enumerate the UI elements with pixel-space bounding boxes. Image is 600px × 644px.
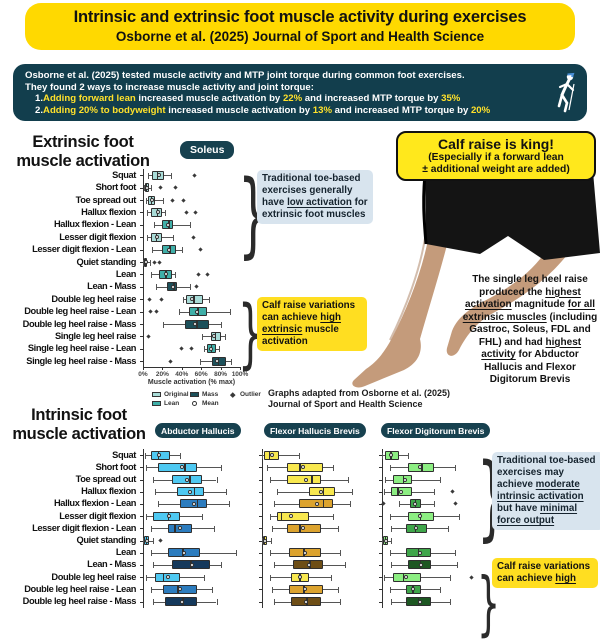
category-label: Double leg heel raise - Mass bbox=[22, 318, 136, 329]
whisker-cap bbox=[179, 309, 180, 315]
info-line bbox=[25, 105, 547, 117]
axis-tick bbox=[140, 225, 143, 226]
mean-marker bbox=[155, 235, 159, 239]
legend-label: Original bbox=[164, 391, 189, 398]
text-segment: highest activation bbox=[464, 286, 581, 310]
single-leg-heel-raise-note bbox=[462, 274, 598, 387]
axis-tick bbox=[379, 602, 382, 603]
outlier-marker bbox=[157, 260, 161, 264]
text-segment: magnitude bbox=[511, 299, 568, 310]
whisker-cap bbox=[204, 346, 205, 352]
axis-tick bbox=[140, 274, 143, 275]
heading-line: Extrinsic foot bbox=[32, 133, 134, 151]
intrinsic-calf-raise-callout bbox=[492, 558, 598, 588]
soleus-badge: Soleus bbox=[180, 141, 234, 159]
category-label: Hallux flexion - Lean bbox=[53, 498, 136, 509]
whisker-cap bbox=[440, 477, 441, 483]
axis-title: Muscle activation (% max) bbox=[147, 379, 236, 387]
outlier-marker bbox=[149, 309, 153, 313]
text-segment: 13% bbox=[312, 104, 332, 116]
whisker-cap bbox=[152, 247, 153, 253]
legend-swatch bbox=[190, 392, 199, 397]
outlier-marker bbox=[453, 502, 457, 506]
outlier-marker bbox=[193, 210, 197, 214]
text-segment: Osborne et al. (2025) tested muscle activity and MTP joint torque during common foot exercises. bbox=[25, 70, 465, 81]
whisker-cap bbox=[390, 514, 391, 520]
outlier-marker bbox=[469, 575, 473, 579]
text-segment: Traditional toe-based exercises generally have bbox=[262, 173, 361, 208]
legend-label: Mean bbox=[202, 400, 219, 407]
axis-tick-label: 100% bbox=[231, 371, 249, 379]
whisker-cap bbox=[455, 465, 456, 471]
category-label: Hallux flexion bbox=[81, 486, 136, 497]
text-segment: increased muscle activation by bbox=[165, 104, 313, 116]
axis-tick-label: 80% bbox=[214, 371, 228, 379]
category-label: Toe spread out bbox=[75, 474, 136, 484]
page-title: Intrinsic and extrinsic foot muscle activity during exercises bbox=[73, 8, 527, 26]
outlier-marker bbox=[450, 490, 454, 494]
whisker-cap bbox=[147, 210, 148, 216]
outlier-marker bbox=[170, 198, 174, 202]
whisker-cap bbox=[163, 322, 164, 328]
mean-marker bbox=[418, 465, 422, 469]
axis-tick bbox=[162, 367, 163, 370]
axis-tick bbox=[201, 367, 202, 370]
whisker-cap bbox=[209, 297, 210, 303]
axis-tick bbox=[140, 336, 143, 337]
outlier-marker bbox=[159, 297, 163, 301]
axis-line bbox=[143, 367, 240, 368]
outlier-marker bbox=[191, 235, 195, 239]
whisker-cap bbox=[390, 587, 391, 593]
text-segment: 20% bbox=[470, 104, 491, 116]
category-label: Toe spread out bbox=[75, 194, 136, 205]
legend-label: Mass bbox=[202, 391, 219, 398]
heading-line: muscle activation bbox=[12, 424, 146, 443]
category-label: Quiet standing bbox=[76, 256, 136, 267]
flexor-hallucis-brevis-badge: Flexor Hallucis Brevis bbox=[264, 423, 366, 438]
mean-marker bbox=[399, 490, 403, 494]
axis-tick bbox=[140, 250, 143, 251]
info-line bbox=[25, 93, 547, 105]
axis-tick bbox=[379, 577, 382, 578]
text-segment: Calf raise variations can achieve bbox=[262, 300, 356, 323]
category-label: Double leg heel raise - Mass bbox=[22, 596, 136, 606]
category-label: Lean - Mass bbox=[87, 559, 136, 570]
outlier-marker bbox=[173, 185, 177, 189]
whisker-cap bbox=[440, 587, 441, 593]
category-label: Lesser digit flexion bbox=[59, 231, 136, 242]
extrinsic-section-heading bbox=[8, 133, 158, 170]
text-segment: 2. bbox=[35, 104, 44, 116]
category-label: Double leg heel raise - Lean bbox=[24, 583, 136, 594]
text-segment: 1. bbox=[35, 93, 44, 104]
axis-tick bbox=[140, 287, 143, 288]
callout-line: ± additional weight are added) bbox=[422, 163, 570, 175]
whisker-cap bbox=[385, 477, 386, 483]
axis-tick bbox=[140, 324, 143, 325]
whisker-cap bbox=[448, 526, 449, 532]
category-label: Lesser digit flexion - Lean bbox=[32, 244, 136, 255]
category-label: Single leg heel raise - Mass bbox=[26, 355, 136, 366]
whisker-cap bbox=[200, 359, 201, 365]
axis-tick-label: 40% bbox=[175, 371, 189, 379]
axis-tick bbox=[379, 480, 382, 481]
whisker-cap bbox=[151, 185, 152, 191]
whisker-cap bbox=[182, 247, 183, 253]
text-segment: low activation bbox=[287, 197, 352, 208]
text-segment: Adding 20% to bodyweight bbox=[43, 104, 166, 116]
axis-tick bbox=[140, 200, 143, 201]
category-label: Hallux flexion - Lean bbox=[53, 219, 136, 230]
text-segment: The single leg heel raise produced the bbox=[472, 274, 588, 298]
mean-marker bbox=[195, 310, 199, 314]
whisker-cap bbox=[163, 198, 164, 204]
outlier-marker bbox=[189, 347, 193, 351]
whisker-cap bbox=[231, 359, 232, 365]
category-label: Lean - Mass bbox=[87, 281, 136, 292]
whisker-cap bbox=[391, 538, 392, 544]
whisker-cap bbox=[391, 562, 392, 568]
text-segment: 22% bbox=[282, 93, 303, 104]
whisker-cap bbox=[190, 222, 191, 228]
mean-marker bbox=[171, 285, 175, 289]
text-segment: for all extrinsic muscles bbox=[462, 299, 596, 323]
credit-line: Journal of Sport and Health Science bbox=[268, 399, 423, 409]
outlier-marker bbox=[382, 502, 386, 506]
category-label: Lesser digit flexion bbox=[59, 510, 136, 521]
chart-legend bbox=[152, 391, 272, 409]
legend-label: Lean bbox=[164, 400, 180, 407]
intrinsic-moderate-activation-callout bbox=[492, 452, 600, 530]
text-segment: minimal force output bbox=[497, 503, 578, 526]
whisker-cap bbox=[391, 526, 392, 532]
legend-mean-marker bbox=[192, 401, 197, 406]
whisker-cap bbox=[450, 575, 451, 581]
outlier-marker bbox=[206, 272, 210, 276]
whisker-cap bbox=[408, 453, 409, 459]
axis-spine bbox=[143, 169, 144, 367]
whisker-cap bbox=[148, 173, 149, 179]
axis-tick bbox=[379, 528, 382, 529]
mean-marker bbox=[384, 539, 388, 543]
category-label: Squat bbox=[112, 449, 136, 460]
category-label: Double leg heel raise bbox=[51, 293, 136, 304]
outlier-marker bbox=[185, 210, 189, 214]
axis-tick bbox=[379, 589, 382, 590]
outlier-marker bbox=[194, 285, 198, 289]
callout-line: (Especially if a forward lean bbox=[428, 152, 564, 163]
category-label: Lean bbox=[115, 547, 136, 558]
flexor-digitorum-brevis-boxplot bbox=[0, 449, 490, 609]
page-subtitle: Osborne et al. (2025) Journal of Sport and Health Science bbox=[115, 29, 485, 44]
mean-marker bbox=[418, 551, 422, 555]
axis-tick bbox=[140, 361, 143, 362]
mean-marker bbox=[150, 198, 154, 202]
category-label: Squat bbox=[112, 169, 136, 180]
outlier-marker bbox=[154, 309, 158, 313]
flexor-digitorum-brevis-badge: Flexor Digitorum Brevis bbox=[381, 423, 490, 438]
category-label: Double leg heel raise bbox=[51, 571, 136, 582]
whisker-cap bbox=[173, 235, 174, 241]
whisker-cap bbox=[146, 198, 147, 204]
text-segment: and increased MTP torque by bbox=[302, 93, 442, 104]
category-label: Single leg heel raise bbox=[55, 330, 136, 341]
whisker-cap bbox=[434, 489, 435, 495]
text-segment: They found 2 ways to increase muscle activity and joint torque: bbox=[25, 81, 314, 93]
mean-marker bbox=[144, 260, 148, 264]
text-segment: for extrinsic foot muscles bbox=[262, 197, 368, 220]
axis-tick bbox=[182, 367, 183, 370]
category-label: Short foot bbox=[95, 182, 136, 193]
axis-tick-label: 0% bbox=[138, 371, 148, 379]
whisker-cap bbox=[390, 550, 391, 556]
credit-line: Graphs adapted from Osborne et al. (2025) bbox=[268, 388, 451, 398]
whisker-cap bbox=[156, 284, 157, 290]
legend-outlier-marker bbox=[230, 392, 235, 397]
text-segment: (including Gastroc, Soleus, FDL and FHL) and had bbox=[469, 311, 598, 348]
whisker-cap bbox=[190, 284, 191, 290]
mean-marker bbox=[418, 600, 422, 604]
axis-tick bbox=[143, 367, 144, 370]
whisker-cap bbox=[384, 489, 385, 495]
whisker-cap bbox=[183, 297, 184, 303]
category-label: Lean bbox=[115, 268, 136, 279]
whisker-cap bbox=[384, 575, 385, 581]
outlier-marker bbox=[148, 297, 152, 301]
mean-marker bbox=[215, 359, 219, 363]
outlier-marker bbox=[196, 272, 200, 276]
leaning-person-icon bbox=[553, 70, 579, 114]
axis-tick bbox=[379, 492, 382, 493]
legend-swatch bbox=[152, 392, 161, 397]
axis-tick bbox=[140, 212, 143, 213]
text-segment: but have bbox=[497, 503, 541, 514]
mean-marker bbox=[418, 514, 422, 518]
axis-tick bbox=[140, 299, 143, 300]
text-segment: highest activity bbox=[481, 336, 582, 360]
soleus-boxplot bbox=[0, 169, 260, 399]
axis-tick bbox=[379, 516, 382, 517]
whisker-cap bbox=[202, 334, 203, 340]
info-line bbox=[25, 82, 547, 94]
median-line bbox=[421, 463, 423, 472]
mean-marker bbox=[413, 502, 417, 506]
outlier-marker bbox=[182, 198, 186, 202]
whisker-cap bbox=[151, 272, 152, 278]
mean-marker bbox=[167, 248, 171, 252]
text-segment: and increased MTP torque by bbox=[331, 104, 471, 116]
category-label: Lesser digit flexion - Lean bbox=[32, 522, 136, 533]
axis-tick bbox=[379, 565, 382, 566]
outlier-marker bbox=[198, 247, 202, 251]
mean-marker bbox=[403, 478, 407, 482]
info-line bbox=[25, 70, 547, 82]
mean-marker bbox=[145, 186, 149, 190]
axis-tick bbox=[379, 553, 382, 554]
whisker-cap bbox=[171, 173, 172, 179]
axis-tick bbox=[379, 467, 382, 468]
axis-spine bbox=[382, 449, 383, 608]
whisker-cap bbox=[459, 514, 460, 520]
whisker-cap bbox=[221, 322, 222, 328]
whisker-cap bbox=[230, 309, 231, 315]
whisker-cap bbox=[455, 550, 456, 556]
outlier-marker bbox=[192, 173, 196, 177]
whisker-cap bbox=[382, 453, 383, 459]
mean-marker bbox=[209, 347, 213, 351]
whisker-cap bbox=[457, 562, 458, 568]
axis-tick-label: 20% bbox=[155, 371, 169, 379]
calf-raise-king-callout bbox=[396, 131, 596, 181]
axis-tick bbox=[140, 312, 143, 313]
whisker-cap bbox=[147, 235, 148, 241]
outlier-marker bbox=[180, 347, 184, 351]
outlier-marker bbox=[168, 359, 172, 363]
outlier-marker bbox=[158, 185, 162, 189]
text-segment: muscle activation bbox=[262, 324, 339, 347]
whisker-cap bbox=[165, 210, 166, 216]
axis-tick bbox=[221, 367, 222, 370]
axis-tick bbox=[140, 175, 143, 176]
category-label: Hallux flexion bbox=[81, 206, 136, 217]
heading-line: Intrinsic foot bbox=[31, 406, 127, 424]
outlier-marker bbox=[147, 334, 151, 338]
category-label: Double leg heel raise - Lean bbox=[24, 306, 136, 317]
whisker-cap bbox=[154, 222, 155, 228]
title-banner bbox=[25, 3, 575, 50]
heading-line: muscle activation bbox=[16, 151, 150, 170]
text-segment: high extrinsic bbox=[262, 312, 341, 335]
whisker-cap bbox=[399, 501, 400, 507]
legend-label: Outlier bbox=[240, 391, 261, 398]
text-segment: moderate intrinsic activation bbox=[497, 479, 584, 502]
callout-title: Calf raise is king! bbox=[438, 136, 554, 152]
summary-info-box bbox=[13, 64, 587, 121]
whisker-cap bbox=[150, 260, 151, 266]
text-segment: for Abductor Hallucis and Flexor Digitorum Brevis bbox=[484, 349, 579, 385]
axis-tick bbox=[140, 188, 143, 189]
axis-tick bbox=[140, 349, 143, 350]
category-label: Short foot bbox=[95, 461, 136, 472]
whisker-cap bbox=[434, 501, 435, 507]
text-segment: Traditional toe-based exercises may achieve bbox=[497, 455, 596, 490]
axis-tick-label: 60% bbox=[194, 371, 208, 379]
intrinsic-section-heading bbox=[4, 406, 154, 443]
category-label: Single leg heel raise - Lean bbox=[27, 343, 136, 354]
text-segment: high bbox=[555, 573, 576, 584]
abductor-hallucis-badge: Abductor Hallucis bbox=[155, 423, 241, 438]
text-segment: increased muscle activation by bbox=[135, 93, 283, 104]
category-label: Quiet standing bbox=[76, 535, 136, 545]
whisker-cap bbox=[175, 272, 176, 278]
whisker-cap bbox=[219, 346, 220, 352]
whisker-cap bbox=[390, 465, 391, 471]
text-segment: 35% bbox=[441, 93, 461, 104]
whisker-cap bbox=[225, 334, 226, 340]
text-segment: Calf raise variations can achieve bbox=[497, 561, 591, 584]
axis-tick bbox=[140, 237, 143, 238]
text-segment: Adding forward lean bbox=[43, 93, 136, 104]
